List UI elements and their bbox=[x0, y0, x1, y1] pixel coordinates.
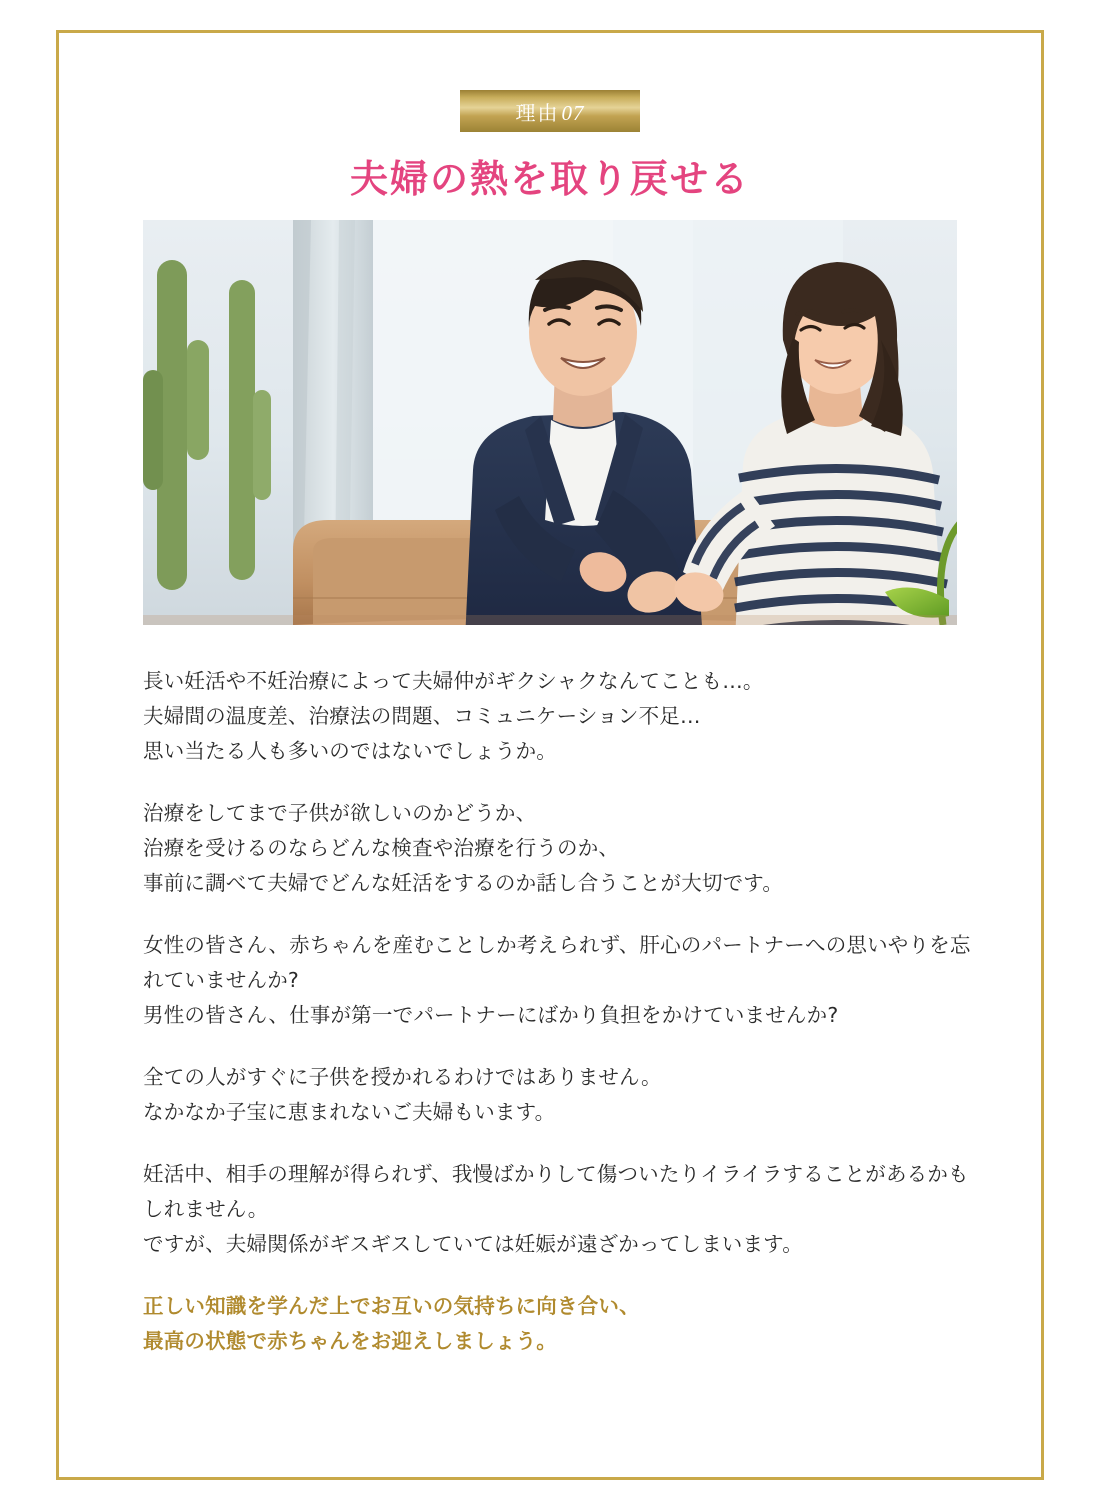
page-title: 夫婦の熱を取り戻せる bbox=[349, 157, 750, 201]
paragraph-1-line-2: 夫婦間の温度差、治療法の問題、コミュニケーション不足… bbox=[143, 704, 701, 728]
paragraph-2-line-1: 治療をしてまで子供が欲しいのかどうか、 bbox=[143, 801, 537, 825]
paragraph-4 bbox=[143, 1060, 973, 1130]
paragraph-1 bbox=[143, 664, 973, 769]
reason-badge bbox=[460, 90, 640, 132]
couple-photo bbox=[143, 220, 957, 625]
paragraph-3-line-2: 男性の皆さん、仕事が第一でパートナーにばかり負担をかけていませんか? bbox=[143, 1003, 839, 1027]
paragraph-4-line-1: 全ての人がすぐに子供を授かれるわけではありません。 bbox=[143, 1065, 662, 1089]
reason-badge-word: 理由 bbox=[515, 100, 560, 125]
paragraph-3-line-1: 女性の皆さん、赤ちゃんを産むことしか考えられず、肝心のパートナーへの思いやりを忘れていませんか? bbox=[143, 933, 971, 992]
paragraph-1-line-3: 思い当たる人も多いのではないでしょうか。 bbox=[143, 739, 557, 763]
paragraph-1-line-1: 長い妊活や不妊治療によって夫婦仲がギクシャクなんてことも…。 bbox=[143, 669, 764, 693]
paragraph-2 bbox=[143, 796, 973, 901]
paragraph-5-line-1: 妊活中、相手の理解が得られず、我慢ばかりして傷ついたりイライラすることがあるかもしれません。 bbox=[143, 1162, 969, 1221]
paragraph-2-line-3: 事前に調べて夫婦でどんな妊活をするのか話し合うことが大切です。 bbox=[143, 871, 784, 895]
closing-line-2: 最高の状態で赤ちゃんをお迎えしましょう。 bbox=[143, 1329, 557, 1353]
paragraph-4-line-2: なかなか子宝に恵まれないご夫婦もいます。 bbox=[143, 1100, 556, 1124]
body-copy bbox=[143, 664, 973, 1359]
reason-badge-number: 07 bbox=[561, 100, 585, 125]
paragraph-3 bbox=[143, 928, 973, 1033]
paragraph-2-line-2: 治療を受けるのならどんな検査や治療を行うのか、 bbox=[143, 836, 620, 860]
paragraph-5-line-2: ですが、夫婦関係がギスギスしていては妊娠が遠ざかってしまいます。 bbox=[143, 1232, 803, 1256]
reason-badge-label bbox=[516, 97, 585, 126]
closing-message bbox=[143, 1289, 973, 1359]
closing-line-1: 正しい知識を学んだ上でお互いの気持ちに向き合い、 bbox=[143, 1294, 640, 1318]
paragraph-5 bbox=[143, 1157, 973, 1262]
couple-photo-illustration bbox=[143, 220, 957, 625]
